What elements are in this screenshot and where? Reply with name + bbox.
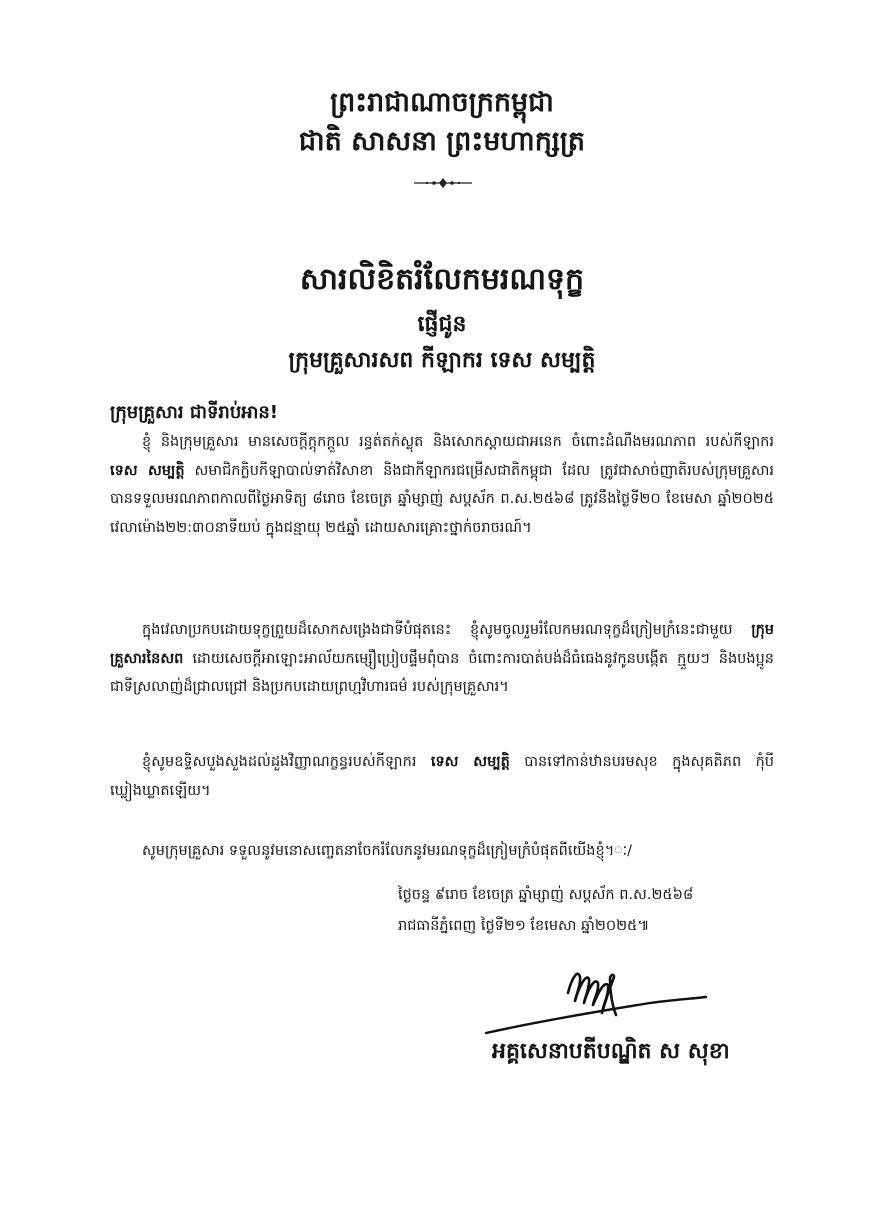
paragraph-1-text-c: សមាជិកក្លិបកីឡាបាល់ទាត់វិសាខា និងជាកីឡាករជម្រើសជាតិកម្ពុជា ដែល ត្រូវជាសាច់ញាតិរបស់ក្រុមគ្រួសារ បានទទួលមរណភាពកាលពីថ្ងៃអាទិត្យ ៨រោច ខែចេត្រ ឆ្នាំម្សាញ់ សប្តស័ក ព.ស.២៥៦៨ ត្រូវនឹងថ្ងៃទី២០ ខែមេសា ឆ្នាំ២០២៥ វេលាម៉ោង២២:៣០នាទីយប់ ក្នុងជន្មាយុ ២៥ឆ្នាំ ដោយសារគ្រោះថ្នាក់ចរាចរណ៍។ xyxy=(110,462,774,536)
letter-title: សារលិខិតរំលែកមរណទុក្ខ xyxy=(299,262,585,297)
date-solar: រាជធានីភ្នំពេញ ថ្ងៃទី២១ ខែមេសា ឆ្នាំ២០២៥ xyxy=(398,918,638,934)
paragraph-3-athlete-name: ទេស សម្បត្តិ xyxy=(430,754,510,770)
closing-text: សូមក្រុមគ្រួសារ ទទួលនូវមនោសញ្ចេតនាចែករំលែកនូវមរណទុក្ខដ៏ក្រៀមក្រំបំផុតពីយើងខ្ញុំ។ xyxy=(142,843,628,859)
paragraph-3-text-a: ខ្ញុំសូមឧទ្ទិសបួងសួងដល់ដួងវិញ្ញាណក្ខន្ធរបស់កីឡាករ xyxy=(142,754,431,770)
send-to-label: ផ្ញើជូន xyxy=(417,312,467,337)
paragraph-1-text-a: ខ្ញុំ និងក្រុមគ្រួសារ មានសេចក្តីក្តុកក្តួល រន្ធត់តក់ស្លុត និងសោកស្តាយជាអនេក ចំពោះដំណឹងមរណភាព របស់កីឡាករ xyxy=(142,434,774,450)
date-lunar: ថ្ងៃចន្ទ ៩រោច ខែចេត្រ ឆ្នាំម្សាញ់ សប្តស័ក ព.ស.២៥៦៨ xyxy=(398,887,694,903)
recipient-line: ក្រុមគ្រួសារសព កីឡាករ ទេស សម្បត្តិ xyxy=(288,348,596,373)
paragraph-2-family-name: ក្រុមគ្រួសារនៃសព xyxy=(110,622,774,667)
paragraph-3-text-c: បានទៅកាន់ឋានបរមសុខ ក្នុងសុគតិភព កុំបីឃ្លៀងឃ្លាតឡើយ។ xyxy=(110,754,774,799)
paragraph-2-text-c: ដោយសេចក្តីអាឡោះអាល័យកម្សឿប្រៀបផ្ទឹមពុំបាន ចំពោះការបាត់បង់ដ៏ធំធេងនូវកូនបង្កើត ក្មួយៗ និងបងប្អូន ជាទីស្រលាញ់ដ៏ជ្រាលជ្រៅ និងប្រកបដោយព្រហ្មវិហារធម៌ របស់ក្រុមគ្រួសារ។ xyxy=(110,650,774,696)
paragraph-3 xyxy=(110,748,774,805)
date-solar-line xyxy=(398,912,798,940)
salutation: ក្រុមគ្រួសារ ជាទីរាប់អាន! xyxy=(110,402,279,423)
paragraph-2-text-a: ក្នុងវេលាប្រកបដោយទុក្ខព្រួយដ៏សោកសង្រេងជាទីបំផុតនេះ ខ្ញុំសូមចូលរួមរំលែកមរណទុក្ខដ៏ក្រៀមក្រំនេះជាមួយ xyxy=(142,622,752,638)
ornament-divider-icon xyxy=(412,176,474,190)
paragraph-1-athlete-name: ទេស សម្បត្តិ xyxy=(110,462,185,479)
closing-line xyxy=(142,837,782,865)
kingdom-name: ព្រះរាជាណាចក្រកម្ពុជា xyxy=(330,87,554,118)
national-motto: ជាតិ សាសនា ព្រះមហាក្សត្រ xyxy=(298,126,586,157)
signer-name: អគ្គសេនាបតីបណ្ឌិត ស សុខា xyxy=(492,1039,730,1064)
paragraph-1 xyxy=(110,428,774,542)
closing-end-mark: ៈ/ xyxy=(627,843,633,859)
paragraph-2 xyxy=(110,616,774,702)
date-end-mark: ៕ xyxy=(637,918,650,934)
handwritten-signature-icon xyxy=(480,955,712,1045)
